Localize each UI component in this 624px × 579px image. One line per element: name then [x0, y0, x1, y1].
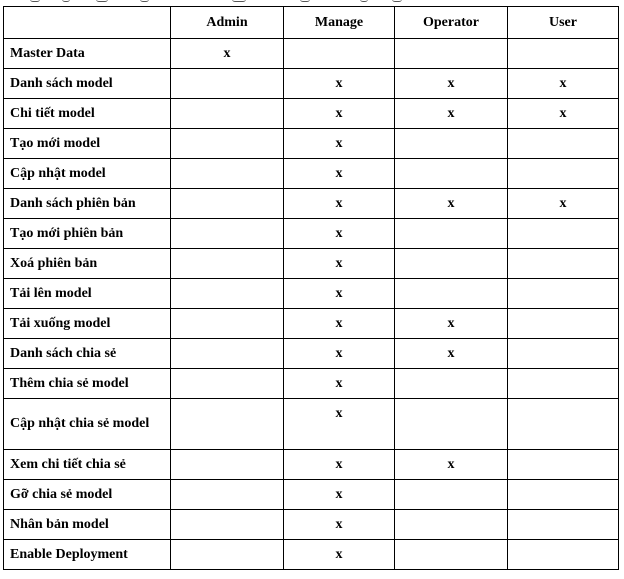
user-cell: x: [508, 189, 619, 219]
header-operator: Operator: [395, 7, 508, 39]
user-cell: [508, 219, 619, 249]
header-user: User: [508, 7, 619, 39]
manage-cell: x: [284, 159, 395, 189]
header-row: [4, 7, 619, 39]
operator-cell: [395, 279, 508, 309]
operator-cell: [395, 129, 508, 159]
table-row: [4, 339, 619, 369]
user-cell: [508, 309, 619, 339]
manage-cell: x: [284, 99, 395, 129]
operator-cell: [395, 369, 508, 399]
admin-cell: [171, 339, 284, 369]
user-cell: [508, 510, 619, 540]
feature-cell: Enable Deployment: [4, 540, 171, 570]
user-cell: [508, 480, 619, 510]
feature-cell: Cập nhật model: [4, 159, 171, 189]
feature-cell: Chi tiết model: [4, 99, 171, 129]
feature-cell: Tạo mới model: [4, 129, 171, 159]
feature-cell: Xem chi tiết chia sẻ: [4, 450, 171, 480]
manage-cell: x: [284, 540, 395, 570]
admin-cell: [171, 480, 284, 510]
admin-cell: [171, 279, 284, 309]
user-cell: [508, 159, 619, 189]
manage-cell: x: [284, 339, 395, 369]
admin-cell: [171, 99, 284, 129]
feature-cell: Tải xuống model: [4, 309, 171, 339]
manage-cell: x: [284, 219, 395, 249]
operator-cell: x: [395, 339, 508, 369]
table-row: [4, 540, 619, 570]
admin-cell: x: [171, 39, 284, 69]
feature-cell: Tải lên model: [4, 279, 171, 309]
table-row: [4, 369, 619, 399]
manage-cell: x: [284, 129, 395, 159]
feature-cell: Danh sách chia sẻ: [4, 339, 171, 369]
table-row: [4, 279, 619, 309]
admin-cell: [171, 309, 284, 339]
table-row: [4, 249, 619, 279]
table-row: [4, 159, 619, 189]
user-cell: [508, 39, 619, 69]
admin-cell: [171, 129, 284, 159]
admin-cell: [171, 189, 284, 219]
table-row: [4, 510, 619, 540]
table-row: [4, 189, 619, 219]
operator-cell: x: [395, 309, 508, 339]
operator-cell: [395, 510, 508, 540]
operator-cell: [395, 399, 508, 450]
manage-cell: x: [284, 249, 395, 279]
operator-cell: [395, 159, 508, 189]
header-feature: [4, 7, 171, 39]
feature-cell: Thêm chia sẻ model: [4, 369, 171, 399]
user-cell: [508, 399, 619, 450]
feature-cell: Cập nhật chia sẻ model: [4, 399, 171, 450]
operator-cell: [395, 249, 508, 279]
admin-cell: [171, 159, 284, 189]
admin-cell: [171, 450, 284, 480]
manage-cell: x: [284, 450, 395, 480]
admin-cell: [171, 510, 284, 540]
user-cell: [508, 129, 619, 159]
user-cell: [508, 339, 619, 369]
table-row: [4, 69, 619, 99]
admin-cell: [171, 249, 284, 279]
feature-cell: Danh sách model: [4, 69, 171, 99]
table-row: [4, 219, 619, 249]
user-cell: x: [508, 69, 619, 99]
admin-cell: [171, 540, 284, 570]
admin-cell: [171, 219, 284, 249]
operator-cell: x: [395, 450, 508, 480]
manage-cell: x: [284, 510, 395, 540]
table-row: [4, 129, 619, 159]
header-admin: Admin: [171, 7, 284, 39]
table-row: [4, 309, 619, 339]
feature-cell: Danh sách phiên bản: [4, 189, 171, 219]
manage-cell: x: [284, 480, 395, 510]
user-cell: [508, 279, 619, 309]
user-cell: [508, 450, 619, 480]
manage-cell: x: [284, 189, 395, 219]
user-cell: [508, 369, 619, 399]
user-cell: x: [508, 99, 619, 129]
manage-cell: x: [284, 399, 395, 450]
admin-cell: [171, 399, 284, 450]
table-row: [4, 450, 619, 480]
feature-cell: Tạo mới phiên bản: [4, 219, 171, 249]
feature-cell: Gỡ chia sẻ model: [4, 480, 171, 510]
manage-cell: x: [284, 369, 395, 399]
operator-cell: [395, 540, 508, 570]
manage-cell: x: [284, 69, 395, 99]
feature-cell: Xoá phiên bản: [4, 249, 171, 279]
header-manage: Manage: [284, 7, 395, 39]
table-row: [4, 39, 619, 69]
operator-cell: [395, 480, 508, 510]
permission-table: [3, 6, 619, 570]
user-cell: [508, 540, 619, 570]
operator-cell: x: [395, 69, 508, 99]
operator-cell: x: [395, 189, 508, 219]
admin-cell: [171, 69, 284, 99]
table-row: [4, 399, 619, 450]
manage-cell: x: [284, 279, 395, 309]
manage-cell: x: [284, 309, 395, 339]
operator-cell: [395, 39, 508, 69]
feature-cell: Master Data: [4, 39, 171, 69]
table-row: [4, 480, 619, 510]
admin-cell: [171, 369, 284, 399]
table-row: [4, 99, 619, 129]
feature-cell: Nhân bản model: [4, 510, 171, 540]
operator-cell: [395, 219, 508, 249]
user-cell: [508, 249, 619, 279]
manage-cell: [284, 39, 395, 69]
operator-cell: x: [395, 99, 508, 129]
